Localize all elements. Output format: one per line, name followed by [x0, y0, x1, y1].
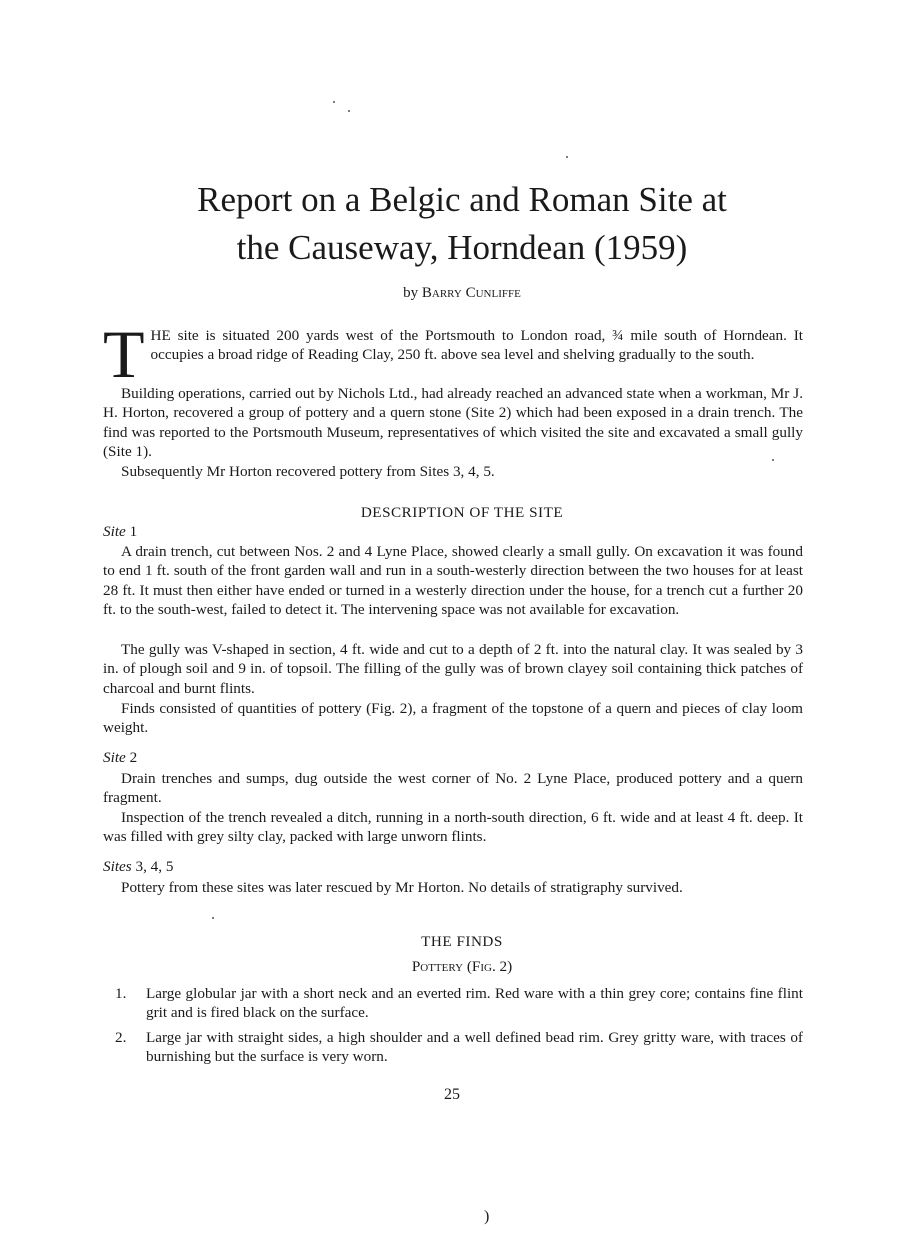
- byline: [60, 283, 864, 303]
- item-number: 1.: [115, 985, 127, 1002]
- sites-3-4-5-label: Sites 3, 4, 5: [103, 858, 174, 875]
- site-1-paragraph-2: The gully was V-shaped in section, 4 ft. wide and cut to a depth of 2 ft. into the natural clay. It was sealed by 3 in. of plough soil and 9 in. of topsoil. The filling of the gully was of brown clayey soil containing thick patches of charcoal and burnt flints.: [103, 641, 803, 697]
- item-number: 2.: [115, 1029, 127, 1046]
- title-line-2: the Causeway, Horndean (1959): [236, 228, 688, 267]
- section-heading-finds: THE FINDS: [421, 933, 503, 950]
- scan-speck: [566, 156, 568, 158]
- item-text: Large jar with straight sides, a high shoulder and a well defined bead rim. Grey gritty ware, with traces of burnishing but the surface is very worn.: [146, 1029, 803, 1066]
- site-1-label: Site 1: [103, 523, 138, 540]
- subheading-pottery: Pottery (Fig. 2): [411, 958, 513, 975]
- site-2-label: Site 2: [103, 749, 138, 766]
- list-item: [103, 1028, 803, 1067]
- paragraph-building-operations: Building operations, carried out by Nichols Ltd., had already reached an advanced state when a workman, Mr J. H. Horton, recovered a group of pottery and a quern stone (Site 2) which had been exposed in a drain trench. The find was reported to the Portsmouth Museum, representatives of which visited the site and excavated a small gully (Site 1).: [103, 385, 803, 461]
- sites-3-4-5-paragraph: Pottery from these sites was later rescued by Mr Horton. No details of stratigraphy survived.: [121, 879, 683, 896]
- scan-speck: [348, 110, 350, 112]
- byline-prefix: by: [403, 285, 419, 301]
- site-1-paragraph-1: A drain trench, cut between Nos. 2 and 4 Lyne Place, showed clearly a small gully. On excavation it was found to end 1 ft. south of the front garden wall and run in a south-westerly direction between the two houses for at least 28 ft. It must then either have ended or turned in a westerly direction under the house, for a trench cut a further 20 ft. to the south-west, failed to detect it. The intervening space was not available for excavation.: [103, 543, 803, 619]
- article-title: [60, 176, 864, 272]
- site-1-paragraph-3: Finds consisted of quantities of pottery (Fig. 2), a fragment of the topstone of a quern and pieces of clay loom weight.: [103, 700, 803, 737]
- drop-cap: T: [103, 316, 145, 392]
- page-number: 25: [444, 1086, 460, 1103]
- scan-speck: [212, 917, 214, 919]
- intro-paragraph: [103, 316, 803, 392]
- scan-speck: [333, 101, 335, 103]
- site-2-paragraph-1: Drain trenches and sumps, dug outside the west corner of No. 2 Lyne Place, produced pottery and a quern fragment.: [103, 770, 803, 807]
- title-line-1: Report on a Belgic and Roman Site at: [197, 180, 727, 219]
- author-name: Barry Cunliffe: [421, 285, 521, 301]
- list-item: [103, 984, 803, 1023]
- intro-text: HE site is situated 200 yards west of the Portsmouth to London road, ¾ mile south of Horndean. It occupies a broad ridge of Reading Clay, 250 ft. above sea level and shelving gradually to the south.: [150, 327, 803, 364]
- section-heading-description: DESCRIPTION OF THE SITE: [360, 504, 564, 521]
- bottom-mark: ): [484, 1208, 490, 1225]
- item-text: Large globular jar with a short neck and an everted rim. Red ware with a thin grey core; contains fine flint grit and is fired black on the surface.: [146, 985, 803, 1022]
- paragraph-subsequently: Subsequently Mr Horton recovered pottery from Sites 3, 4, 5.: [121, 463, 495, 480]
- site-2-paragraph-2: Inspection of the trench revealed a ditch, running in a north-south direction, 6 ft. wide and at least 4 ft. deep. It was filled with grey silty clay, packed with large unworn flints.: [103, 809, 803, 846]
